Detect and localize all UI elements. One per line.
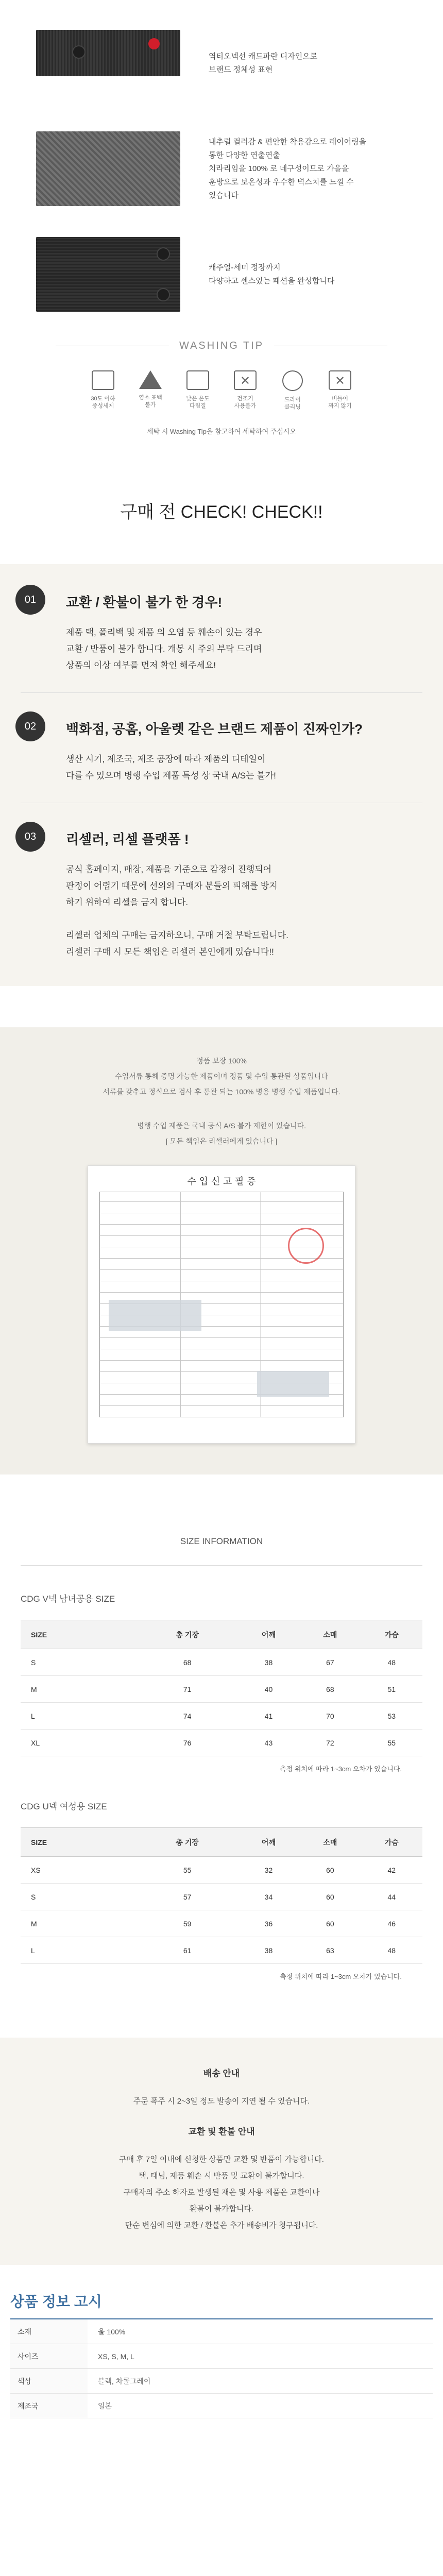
authenticity-section <box>0 1027 443 1475</box>
delivery-line: 환불이 불가합니다. <box>189 2205 254 2213</box>
check-line: 다를 수 있으며 병행 수입 제품 특성 상 국내 A/S는 불가! <box>66 771 276 781</box>
table-row <box>21 1703 422 1730</box>
feature-section <box>0 0 443 327</box>
check-line: 생산 시기, 제조국, 제조 공장에 따라 제품의 디테일이 <box>66 754 266 764</box>
check-heading: 리셀러, 리셀 플랫폼 ! <box>66 832 189 847</box>
table-cell: 59 <box>137 1910 238 1937</box>
feature-line: 훈방으로 보온성과 우수한 벽스치를 느낄 수 <box>209 177 354 187</box>
table-cell: 57 <box>137 1884 238 1910</box>
table-cell: 60 <box>299 1910 361 1937</box>
product-info-key: 사이즈 <box>10 2344 88 2368</box>
check-paragraph <box>66 927 288 960</box>
table-cell: 68 <box>137 1649 238 1676</box>
washing-icons <box>0 370 443 411</box>
table-cell: 68 <box>299 1676 361 1703</box>
feature-item <box>0 10 443 116</box>
washing-caption: 건조기 사용불가 <box>234 396 257 409</box>
product-info-key: 소재 <box>10 2319 88 2344</box>
feature-line: 브랜드 정체성 표현 <box>209 65 273 74</box>
table-cell: 38 <box>238 1649 299 1676</box>
check-line: 하기 위하여 리셀을 금지 합니다. <box>66 897 189 907</box>
check-body <box>66 711 363 784</box>
feature-line: 캐주얼-세미 정장까지 <box>209 263 281 272</box>
check-heading: 백화점, 공홈, 아울렛 같은 브랜드 제품이 진짜인가? <box>66 721 363 737</box>
auth-line: 병행 수입 제품은 국내 공식 A/S 불가 제한이 있습니다. <box>137 1122 306 1130</box>
table-cell: 53 <box>361 1703 422 1730</box>
table-cell: 34 <box>238 1884 299 1910</box>
size-table <box>21 1620 422 1756</box>
table-cell: M <box>21 1910 137 1937</box>
check-paragraph <box>66 861 288 911</box>
no-tumble-dry-icon <box>234 370 257 390</box>
no-wring-icon <box>329 370 351 390</box>
button-detail <box>157 288 170 301</box>
table-cell: 48 <box>361 1649 422 1676</box>
check-line: 판정이 어렵기 때문에 선의의 구매자 분들의 피해를 방지 <box>66 881 278 891</box>
table-row <box>21 1676 422 1703</box>
auth-line: 정품 보장 100% <box>196 1057 247 1065</box>
check-section <box>0 498 443 986</box>
check-line: 리셀러 업체의 구매는 금지하오니, 구매 거절 부탁드립니다. <box>66 930 288 940</box>
table-cell: L <box>21 1703 137 1730</box>
table-cell: 32 <box>238 1857 299 1884</box>
table-cell: 36 <box>238 1910 299 1937</box>
delivery-line: 구매자의 주소 하자로 발생된 재은 및 사용 제품은 교환이나 <box>123 2188 320 2197</box>
check-line: 공식 홈페이지, 매장, 제품을 기준으로 감정이 진행되어 <box>66 865 272 874</box>
washing-caption: 드라이 클리닝 <box>284 397 301 410</box>
button-detail <box>157 247 170 261</box>
feature-line: 있습니다 <box>209 191 238 200</box>
feature-item <box>0 116 443 222</box>
heart-logo <box>148 38 160 49</box>
low-iron-icon <box>186 370 209 390</box>
table-cell: 38 <box>238 1937 299 1964</box>
feature-text <box>209 135 425 202</box>
column-header: 가슴 <box>361 1620 422 1649</box>
doc-title: 수 입 신 고 필 증 <box>187 1176 256 1187</box>
product-info-value: XS, S, M, L <box>98 2352 134 2361</box>
column-header: 총 기장 <box>137 1620 238 1649</box>
feature-text <box>209 261 425 288</box>
check-number-badge: 03 <box>15 822 45 852</box>
feature-line: 통한 다양한 연출연출 <box>209 150 280 160</box>
delivery-line: 주문 폭주 시 2~3일 정도 발송이 지연 될 수 있습니다. <box>133 2097 310 2106</box>
product-info-row <box>10 2394 433 2418</box>
feature-item <box>0 222 443 327</box>
washing-caption: 30도 이하 중성세제 <box>91 396 115 409</box>
table-cell: 44 <box>361 1884 422 1910</box>
delivery-line: 택, 태님, 제품 훼손 시 반품 및 교환이 불가합니다. <box>139 2172 304 2180</box>
check-paragraph <box>66 624 262 674</box>
check-box <box>0 564 443 986</box>
feature-line: 치라리임을 100% 로 네구성이므로 가을을 <box>209 164 349 173</box>
check-line: 리셀러 구매 시 모든 책임은 리셀러 본인에게 있습니다!! <box>66 947 274 957</box>
table-cell: M <box>21 1676 137 1703</box>
check-heading: 교환 / 환불이 불가 한 경우! <box>66 595 223 610</box>
table-row <box>21 1857 422 1884</box>
product-info-value: 일본 <box>98 2401 112 2410</box>
check-number-badge: 02 <box>15 711 45 741</box>
table-cell: 48 <box>361 1937 422 1964</box>
size-table-block <box>21 1799 422 1981</box>
product-info-value: 울 100% <box>98 2327 126 2336</box>
size-info-section <box>0 1536 443 1981</box>
size-info-title: SIZE INFORMATION <box>180 1536 263 1546</box>
washing-icon-item <box>83 370 123 411</box>
auth-line: 수입서류 통해 증명 가능한 제품이며 정품 및 수입 통관된 상품입니다 <box>115 1072 328 1080</box>
table-cell: XL <box>21 1730 137 1756</box>
blurred-area <box>109 1300 201 1331</box>
column-header: 총 기장 <box>137 1828 238 1857</box>
size-table-note: 측정 위치에 따라 1~3cm 오차가 있습니다. <box>280 1765 402 1773</box>
check-body <box>66 822 288 960</box>
column-header: 어깨 <box>238 1828 299 1857</box>
table-cell: 76 <box>137 1730 238 1756</box>
washing-title: WASHING TIP <box>179 340 264 351</box>
product-info-title: 상품 정보 고시 <box>10 2291 433 2319</box>
table-cell: S <box>21 1649 137 1676</box>
column-header: 가슴 <box>361 1828 422 1857</box>
column-header: 소매 <box>299 1828 361 1857</box>
feature-image <box>36 30 180 76</box>
column-header: 소매 <box>299 1620 361 1649</box>
size-table-block <box>21 1591 422 1773</box>
size-table-note: 측정 위치에 따라 1~3cm 오차가 있습니다. <box>280 1973 402 1980</box>
product-info-key: 색상 <box>10 2369 88 2393</box>
exchange-heading: 교환 및 환불 안내 <box>188 2127 255 2137</box>
table-cell: 70 <box>299 1703 361 1730</box>
table-cell: 74 <box>137 1703 238 1730</box>
table-cell: 71 <box>137 1676 238 1703</box>
table-row <box>21 1937 422 1964</box>
table-cell: 63 <box>299 1937 361 1964</box>
feature-line: 내추럴 컬러감 & 편안한 착용감으로 레이어링을 <box>209 137 367 146</box>
table-cell: 72 <box>299 1730 361 1756</box>
check-line: 제품 택, 폴리백 및 제품 의 오염 등 훼손이 있는 경우 <box>66 628 262 637</box>
washing-note: 세탁 시 Washing Tip을 참고하여 세탁하여 주십시오 <box>146 428 297 435</box>
table-cell: 43 <box>238 1730 299 1756</box>
import-document-image <box>88 1165 355 1444</box>
check-line: 교환 / 반품이 불가 합니다. 개봉 시 주의 부탁 드리며 <box>66 644 262 654</box>
washing-tip-section <box>0 327 443 436</box>
table-cell: 42 <box>361 1857 422 1884</box>
product-info-row <box>10 2319 433 2344</box>
table-cell: 51 <box>361 1676 422 1703</box>
table-header-row <box>21 1828 422 1857</box>
table-cell: XS <box>21 1857 137 1884</box>
stamp-icon <box>288 1228 324 1264</box>
product-info-key: 제조국 <box>10 2394 88 2418</box>
check-item <box>15 711 422 784</box>
check-item <box>15 822 422 960</box>
feature-image <box>36 237 180 312</box>
table-cell: 60 <box>299 1884 361 1910</box>
table-row <box>21 1730 422 1756</box>
button-detail <box>72 45 86 59</box>
feature-image <box>36 131 180 206</box>
washing-title-row <box>0 340 443 352</box>
column-header: SIZE <box>21 1828 137 1857</box>
table-cell: 55 <box>361 1730 422 1756</box>
table-row <box>21 1910 422 1937</box>
product-info-row <box>10 2369 433 2394</box>
feature-line: 역티오넥선 캐드파란 디자인으로 <box>209 52 318 61</box>
divider <box>21 692 422 693</box>
table-cell: 41 <box>238 1703 299 1730</box>
column-header: 어깨 <box>238 1620 299 1649</box>
product-info-section <box>10 2291 433 2418</box>
table-header-row <box>21 1620 422 1649</box>
table-cell: 60 <box>299 1857 361 1884</box>
washing-caption: 낮은 온도 다림질 <box>186 396 210 409</box>
dry-clean-icon <box>282 370 303 391</box>
washing-icon-item <box>225 370 265 411</box>
table-cell: 46 <box>361 1910 422 1937</box>
delivery-heading: 배송 안내 <box>203 2069 240 2078</box>
check-line: 상품의 이상 여부를 먼저 확인 해주세요! <box>66 660 216 670</box>
check-item <box>15 585 422 674</box>
auth-line: 서류를 갖추고 정식으로 검사 후 통관 되는 100% 병용 병행 수입 제품입니다. <box>103 1088 340 1096</box>
column-header: SIZE <box>21 1620 137 1649</box>
table-cell: 67 <box>299 1649 361 1676</box>
auth-line: [ 모든 책임은 리셀러에게 있습니다 ] <box>165 1137 278 1145</box>
washing-caption: 비틀어 짜지 않기 <box>328 396 352 409</box>
feature-line: 다양하고 센스있는 패션을 완성합니다 <box>209 276 335 285</box>
size-table-title: CDG U넥 여성용 SIZE <box>21 1802 107 1811</box>
washing-icon-item <box>320 370 360 411</box>
delivery-line: 구매 후 7일 이내에 신청한 상품만 교환 및 반품이 가능합니다. <box>119 2155 324 2164</box>
check-paragraph <box>66 751 363 784</box>
check-number-badge: 01 <box>15 585 45 615</box>
table-cell: 55 <box>137 1857 238 1884</box>
washing-icon-item <box>130 370 171 411</box>
washing-caption: 염소 표백 불가 <box>139 395 162 408</box>
size-table <box>21 1827 422 1964</box>
hand-wash-icon <box>92 370 114 390</box>
product-info-value: 블랙, 차콜그레이 <box>98 2377 151 2385</box>
washing-icon-item <box>178 370 218 411</box>
delivery-line: 단순 변심에 의한 교환 / 환불은 추가 배송비가 청구됩니다. <box>125 2221 318 2230</box>
product-info-row <box>10 2344 433 2369</box>
check-body <box>66 585 262 674</box>
table-cell: 61 <box>137 1937 238 1964</box>
table-cell: L <box>21 1937 137 1964</box>
table-cell: S <box>21 1884 137 1910</box>
delivery-section <box>0 2038 443 2265</box>
feature-text <box>209 50 425 77</box>
divider <box>21 1565 422 1566</box>
blurred-area <box>257 1371 329 1397</box>
table-cell: 40 <box>238 1676 299 1703</box>
table-row <box>21 1884 422 1910</box>
no-bleach-icon <box>139 370 162 389</box>
size-table-title: CDG V넥 남녀공용 SIZE <box>21 1594 115 1604</box>
washing-icon-item <box>272 370 313 411</box>
table-row <box>21 1649 422 1676</box>
check-title: 구매 전 CHECK! CHECK!! <box>120 502 323 522</box>
